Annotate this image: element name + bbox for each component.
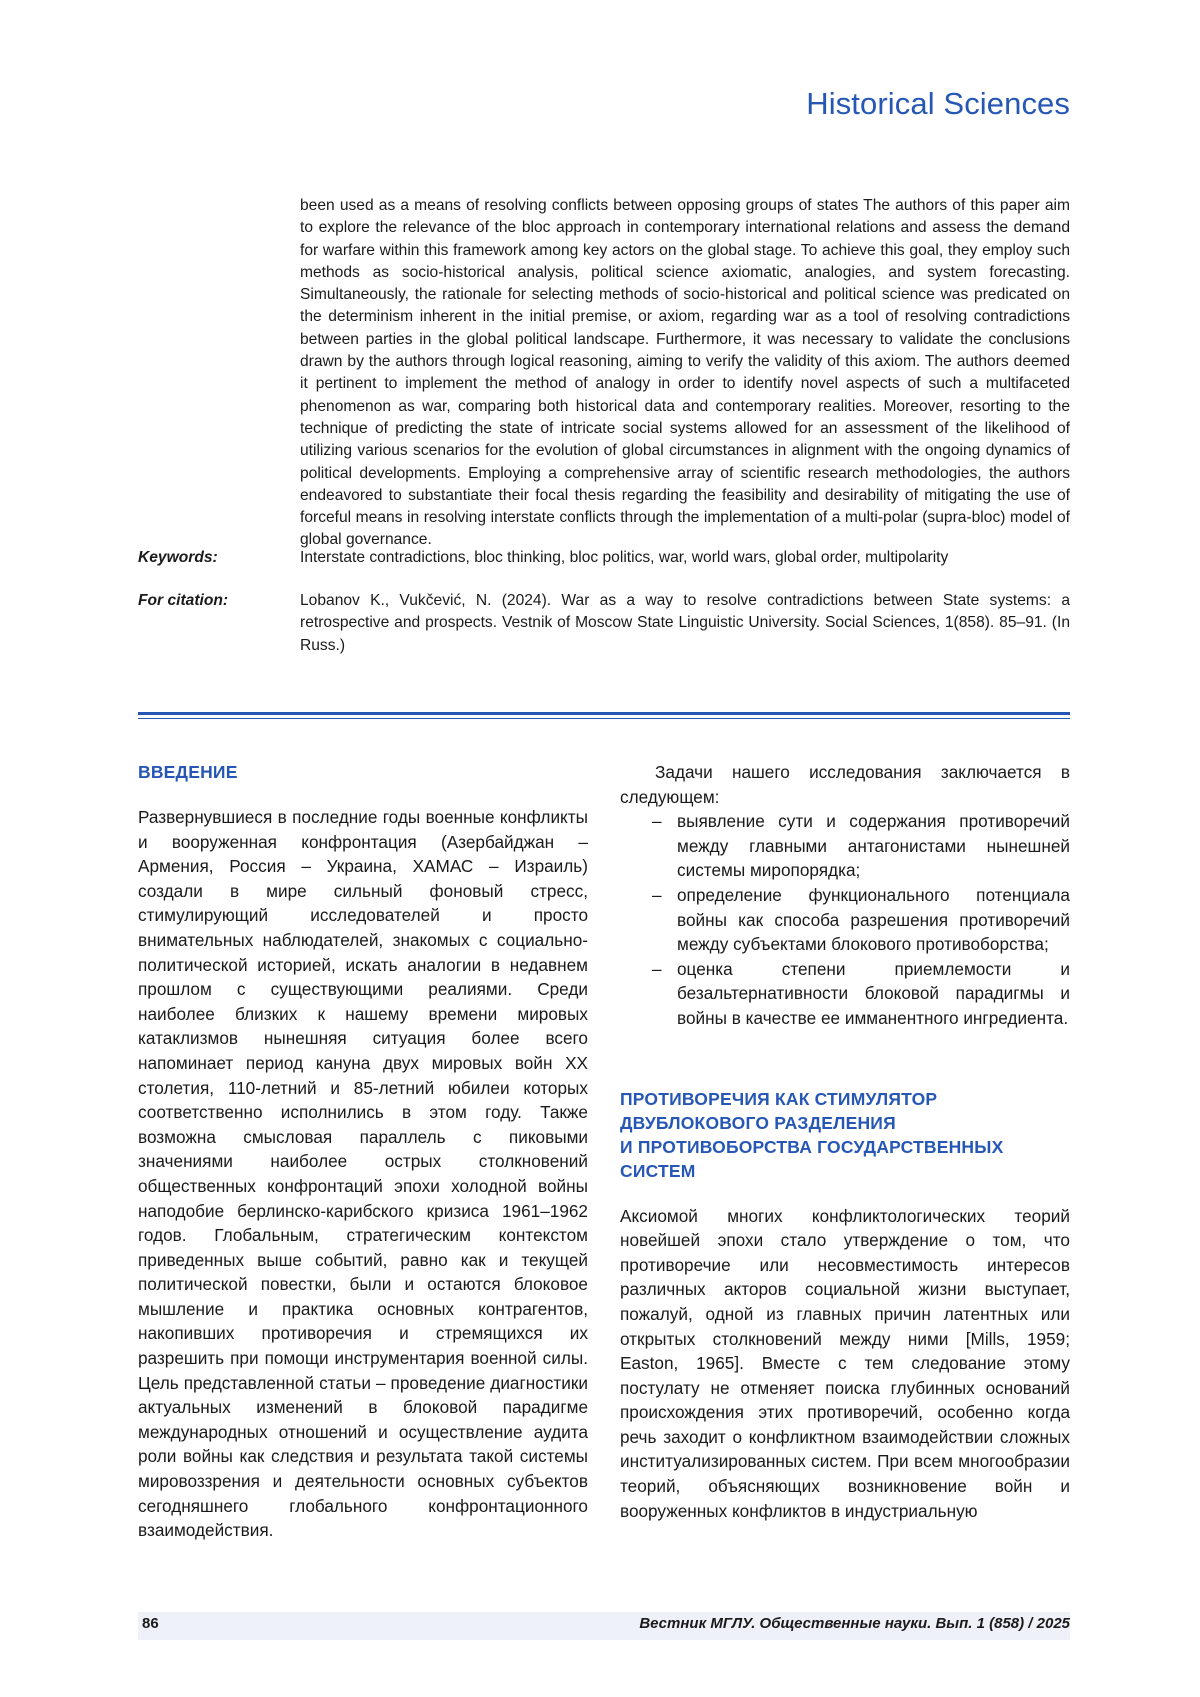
keywords-label: Keywords: — [138, 549, 218, 566]
section-heading-line: И ПРОТИВОБОРСТВА ГОСУДАРСТВЕННЫХ — [620, 1136, 1004, 1157]
page-number: 86 — [142, 1615, 159, 1632]
task-text: определение функционального потенциала войны как способа разрешения противоречий между субъектами блокового противоборства; — [677, 884, 1070, 955]
section-header: Historical Sciences — [806, 86, 1070, 121]
intro-paragraph: Развернувшиеся в последние годы военные конфликты и вооруженная конфронтация (Азербайджан – Армения, Россия – Украина, ХАМАС – Израиль) создали в мире сильный фоновый стресс, стимулирующий исследователей и просто внимательных наблюдателей, знакомых с социально-политической историей, искать аналогии в недавнем прошлом с существующими реалиями. Среди наиболее близких к нашему времени мировых катаклизмов нынешняя ситуация более всего напоминает период кануна двух мировых войн XX столетия, 110-летний и 85-летний юбилеи которых соответственно исполнились в этом году. Также возможна смысловая параллель с пиковыми значениями наиболее острых столкновений общественных конфронтаций эпохи холодной войны наподобие берлинско-карибского кризиса 1961–1962 годов. Глобальным, стратегическим контекстом приведенных выше событий, равно как и текущей политической повестки, были и остаются блоковое мышление и практика основных контрагентов, накопивших противоречия и стремящихся их разрешить при помощи инструментария военной силы. Цель представленной статьи – проведение диагностики актуальных изменений в блоковой парадигме международных отношений и осуществление аудита роли войны как следствия и результата такой системы мировоззрения и деятельности основных субъектов сегодняшнего глобального конфронтационного взаимодействия. — [138, 807, 588, 1541]
task-text: оценка степени приемлемости и безальтернативности блоковой парадигмы и войны в качестве ее имманентного ингредиента. — [677, 958, 1070, 1028]
keywords-value: Interstate contradictions, bloc thinking, bloc politics, war, world wars, global order, multipolarity — [300, 549, 949, 566]
section-heading — [620, 1087, 1070, 1183]
section-heading-line: СИСТЕМ — [620, 1160, 696, 1181]
abstract-continuation: been used as a means of resolving conflicts between opposing groups of states The authors of this paper aim to explore the relevance of the bloc approach in contemporary international relations and assess the demand for warfare within this framework among key actors on the global stage. To achieve this goal, they employ such methods as socio-historical analysis, political science axiomatic, analogies, and system forecasting. Simultaneously, the rationale for selecting methods of socio-historical and political science was predicated on the determinism inherent in the initial premise, or axiom, regarding war as a tool of resolving contradictions between parties in the global political landscape. Furthermore, it was necessary to validate the conclusions drawn by the authors through logical reasoning, aiming to verify the validity of this axiom. The authors deemed it pertinent to implement the method of analogy in order to identify novel aspects of such a multifaceted phenomenon as war, comparing both historical data and contemporary realities. Moreover, resorting to the technique of predicting the state of intricate social systems allowed for an assessment of the likelihood of utilizing various scenarios for the evolution of global circumstances in alignment with the ongoing dynamics of political developments. Employing a comprehensive array of scientific research methodologies, the authors endeavored to substantiate their focal thesis regarding the feasibility and desirability of mitigating the use of forceful means in resolving interstate conflicts through the implementation of a multi-polar (supra-bloc) model of global governance. — [300, 197, 1070, 549]
tasks-intro: Задачи нашего исследования заключается в следующем: — [620, 762, 1070, 807]
left-column — [138, 760, 588, 1543]
list-item — [620, 883, 1070, 957]
intro-heading: ВВЕДЕНИЕ — [138, 762, 238, 782]
section-heading-line: ДВУБЛОКОВОГО РАЗДЕЛЕНИЯ — [620, 1112, 896, 1133]
bullet-dash: – — [652, 958, 662, 979]
task-text: выявление сути и содержания противоречий между главными антагонистами нынешней системы миропорядка; — [677, 811, 1070, 881]
section-paragraph: Аксиомой многих конфликтологических теорий новейшей эпохи стало утверждение о том, что противоречие или несовместимость интересов различных акторов социальной жизни выступает, пожалуй, одной из главных причин латентных или открытых столкновений между ними [Mills, 1959; Easton, 1965]. Вместе с тем следование этому постулату не отменяет поиска глубинных оснований происхождения этих противоречий, особенно когда речь заходит о конфликтном взаимодействии сложных институализированных систем. При всем многообразии теорий, объясняющих возникновение войн и вооруженных конфликтов в индустриальную — [620, 1205, 1070, 1521]
section-heading-line: ПРОТИВОРЕЧИЯ КАК СТИМУЛЯТОР — [620, 1088, 938, 1109]
divider-thick — [138, 712, 1070, 715]
right-column — [620, 760, 1070, 1523]
bullet-dash: – — [652, 884, 662, 905]
journal-name: Вестник МГЛУ. Общественные науки. Вып. 1 (858) / 2025 — [639, 1615, 1070, 1632]
tasks-list — [620, 809, 1070, 1030]
bullet-dash: – — [652, 811, 662, 832]
citation-label: For citation: — [138, 592, 229, 609]
list-item — [620, 809, 1070, 883]
list-item — [620, 957, 1070, 1031]
citation-value: Lobanov K., Vukčević, N. (2024). War as a way to resolve contradictions between State systems: a retrospective and prospects. Vestnik of Moscow State Linguistic University. Social Sciences, 1(858). 85–91. (In Russ.) — [300, 592, 1070, 654]
divider-thin — [138, 718, 1070, 719]
